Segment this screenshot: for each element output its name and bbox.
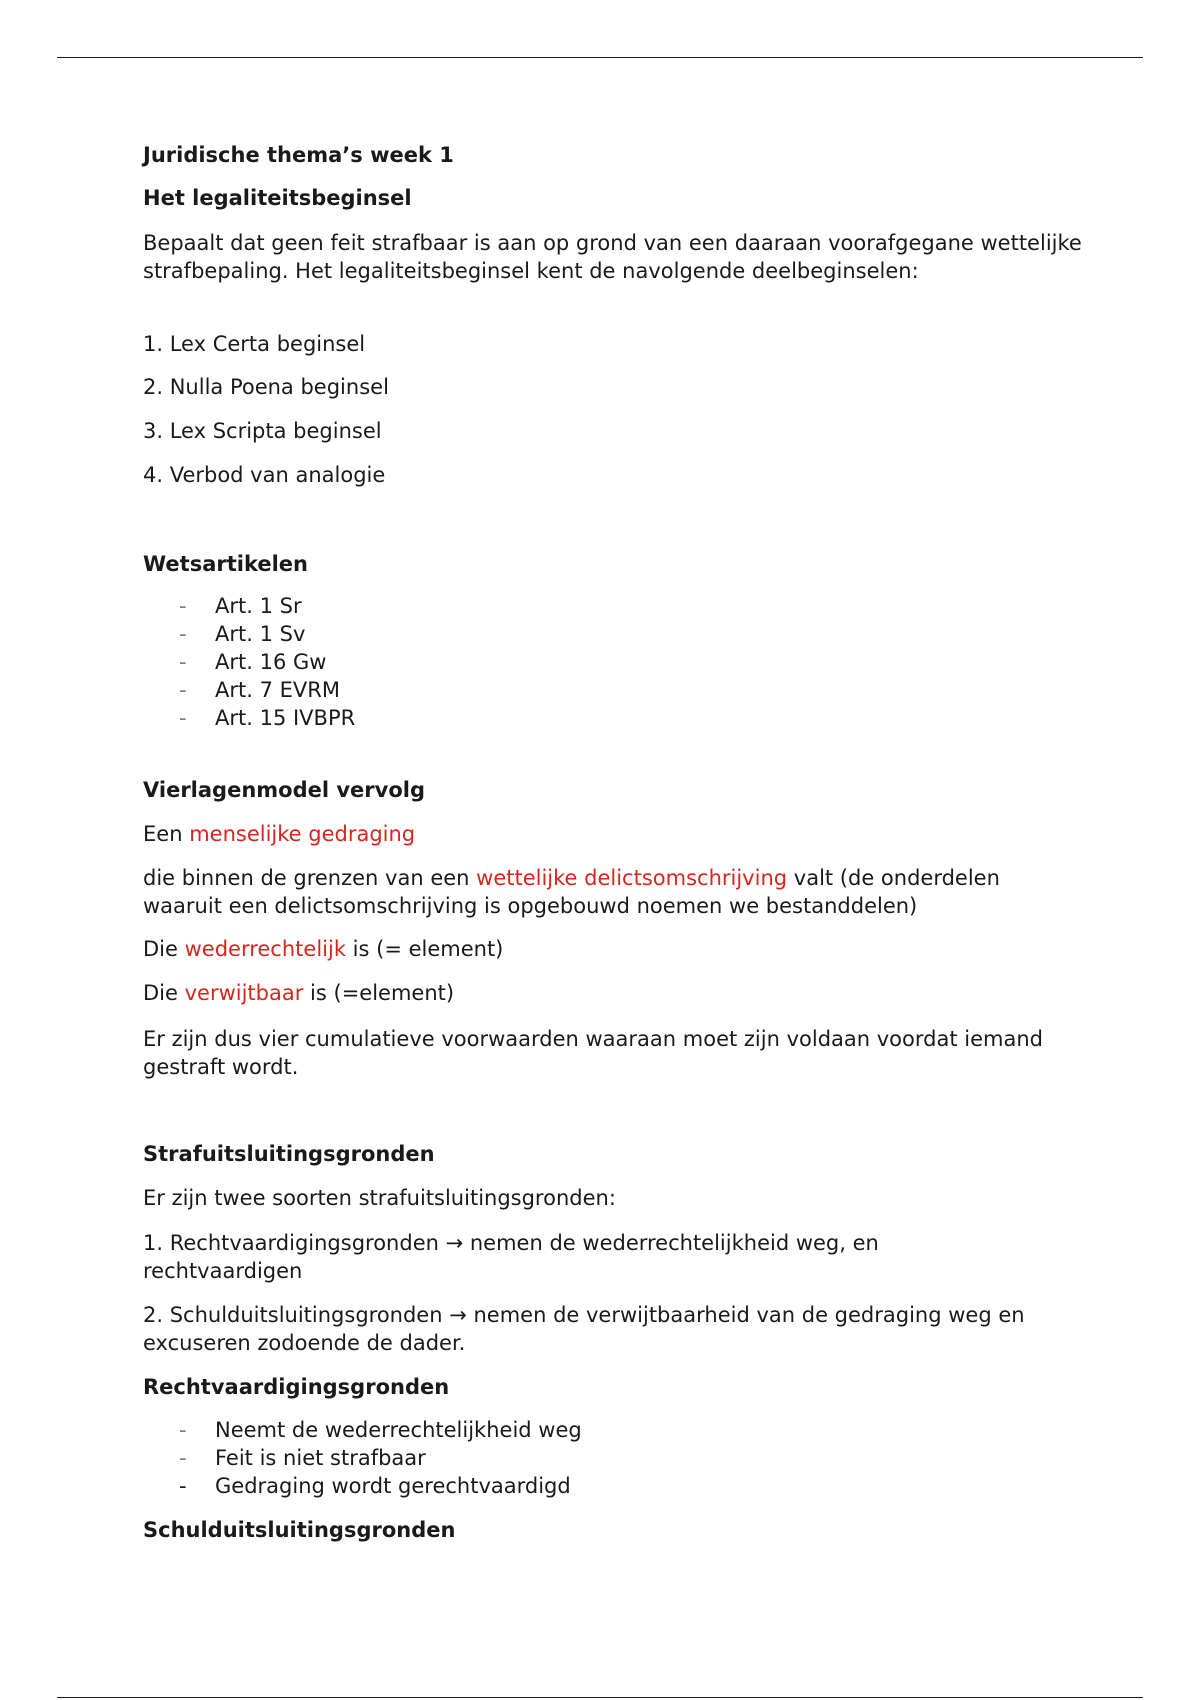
heading-rechtvaardigingsgronden: Rechtvaardigingsgronden: [143, 1375, 450, 1399]
article-label: Art. 15 IVBPR: [215, 706, 356, 730]
dash-bullet: -: [179, 1446, 187, 1470]
dash-bullet: -: [179, 678, 187, 702]
list-item: [143, 676, 355, 704]
text-run: Die: [143, 981, 185, 1005]
footer-rule: [57, 1697, 1143, 1698]
heading-strafuitsluitingsgronden: Strafuitsluitingsgronden: [143, 1142, 435, 1166]
rechtvaardiging-list: [143, 1416, 582, 1500]
header-rule: [57, 57, 1143, 58]
highlight-term: menselijke gedraging: [189, 822, 416, 846]
vierlagen-line-3: [143, 935, 503, 963]
dash-bullet: -: [179, 622, 187, 646]
article-label: Art. 16 Gw: [215, 650, 327, 674]
list-item: 4. Verbod van analogie: [143, 463, 386, 487]
text-run: die binnen de grenzen van een: [143, 866, 477, 890]
dash-bullet: -: [179, 1418, 187, 1442]
text-run: Die: [143, 937, 185, 961]
list-item: 1. Lex Certa beginsel: [143, 332, 366, 356]
dash-bullet: -: [179, 706, 187, 730]
list-item-label: Gedraging wordt gerechtvaardigd: [215, 1474, 571, 1498]
text-run: valt (de onderdelen waaruit een delictsomschrijving is opgebouwd noemen we bestanddelen): [143, 866, 1000, 918]
dash-bullet: -: [179, 594, 187, 618]
highlight-term: wederrechtelijk: [184, 937, 346, 961]
list-item: 3. Lex Scripta beginsel: [143, 419, 382, 443]
list-item: [143, 704, 355, 732]
heading-legaliteitsbeginsel: Het legaliteitsbeginsel: [143, 186, 412, 210]
list-item: [143, 592, 355, 620]
strafuitsluiting-item-1: 1. Rechtvaardigingsgronden → nemen de wederrechtelijkheid weg, en rechtvaardigen: [143, 1231, 879, 1283]
list-item: 2. Nulla Poena beginsel: [143, 375, 389, 399]
list-item-label: Neemt de wederrechtelijkheid weg: [215, 1418, 582, 1442]
list-item: [143, 1444, 582, 1472]
list-item: [143, 1472, 582, 1500]
highlight-term: wettelijke delictsomschrijving: [476, 866, 788, 890]
heading-schulduitsluitingsgronden: Schulduitsluitingsgronden: [143, 1518, 456, 1542]
wetsartikelen-list: [143, 592, 355, 732]
highlight-term: verwijtbaar: [184, 981, 304, 1005]
article-label: Art. 7 EVRM: [215, 678, 340, 702]
list-item: [143, 620, 355, 648]
list-item: [143, 648, 355, 676]
strafuitsluiting-intro: Er zijn twee soorten strafuitsluitingsgronden:: [143, 1186, 616, 1210]
dash-bullet: -: [179, 650, 187, 674]
vierlagen-line-2: [143, 864, 1083, 920]
list-item: [143, 1416, 582, 1444]
strafuitsluiting-item-2: 2. Schulduitsluitingsgronden → nemen de verwijtbaarheid van de gedraging weg en excuseren zodoende de dader.: [143, 1303, 1025, 1355]
vierlagen-line-1: [143, 820, 415, 848]
vierlagen-line-4: [143, 979, 454, 1007]
article-label: Art. 1 Sv: [215, 622, 306, 646]
text-run: is (=element): [303, 981, 455, 1005]
document-title: Juridische thema’s week 1: [143, 143, 454, 167]
text-run: Een: [143, 822, 190, 846]
heading-wetsartikelen: Wetsartikelen: [143, 552, 308, 576]
article-label: Art. 1 Sr: [215, 594, 302, 618]
list-item-label: Feit is niet strafbaar: [215, 1446, 426, 1470]
dash-bullet: -: [179, 1474, 187, 1498]
vierlagen-conclusion: Er zijn dus vier cumulatieve voorwaarden waaraan moet zijn voldaan voordat iemand gestraft wordt.: [143, 1027, 1043, 1079]
text-run: is (= element): [346, 937, 504, 961]
heading-vierlagenmodel: Vierlagenmodel vervolg: [143, 778, 426, 802]
legaliteit-intro: Bepaalt dat geen feit strafbaar is aan op grond van een daaraan voorafgegane wettelijke strafbepaling. Het legaliteitsbeginsel kent de navolgende deelbeginselen:: [143, 231, 1082, 283]
